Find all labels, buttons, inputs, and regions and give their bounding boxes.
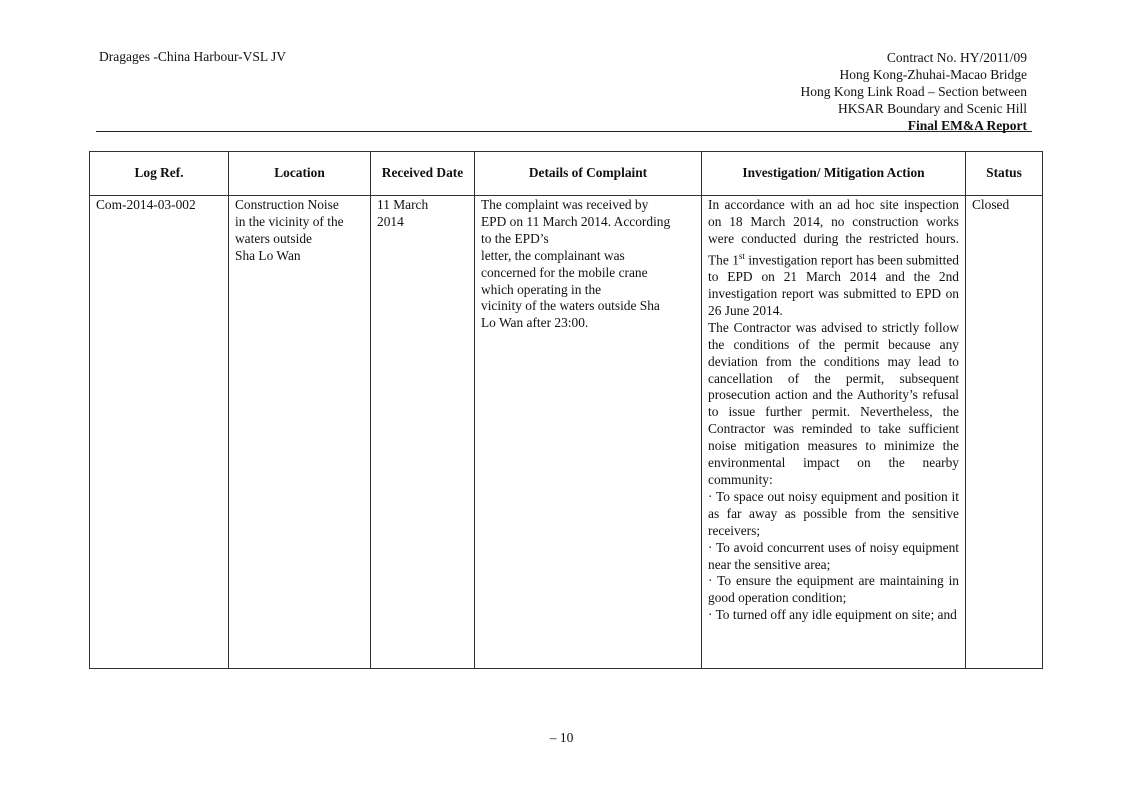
details-line: to the EPD’s (481, 230, 549, 246)
mitigation-bullet: · To turned off any idle equipment on site; and (708, 607, 957, 623)
page-number: – 10 (549, 730, 574, 745)
details-cell (475, 196, 702, 669)
details-line: EPD on 11 March 2014. According (481, 213, 671, 229)
mitigation-bullet: · To avoid concurrent uses of noisy equipment near the sensitive area; (708, 539, 959, 572)
table-header-row (90, 152, 1043, 196)
location-cell (229, 196, 371, 669)
project-section-boundary: HKSAR Boundary and Scenic Hill (838, 101, 1027, 116)
project-section: Hong Kong Link Road – Section between (800, 84, 1027, 99)
details-line: which operating in the (481, 281, 602, 297)
status-cell: Closed (966, 196, 1043, 669)
mitigation-bullet: · To space out noisy equipment and position it as far away as possible from the sensitive receivers; (708, 488, 959, 538)
column-header-received-date: Received Date (371, 152, 475, 196)
project-name: Hong Kong-Zhuhai-Macao Bridge (839, 67, 1027, 82)
details-line: Lo Wan after 23:00. (481, 315, 589, 331)
details-line: letter, the complainant was (481, 247, 625, 263)
investigation-text: In accordance with an ad hoc site inspection on 18 March 2014, no construction works were conducted during the restricted hours. The 1 (708, 197, 959, 268)
location-line: Sha Lo Wan (235, 247, 301, 263)
mitigation-paragraph: The Contractor was advised to strictly follow the conditions of the permit because any deviation from the conditions may lead to cancellation of the permit, subsequent prosecution action and the Authority’s refusal to issue further permit. Nevertheless, the Contractor was reminded to take sufficient noise mitigation measures to minimize the environmental impact on the nearby community: (708, 319, 959, 487)
report-title: Final EM&A Report (907, 118, 1027, 133)
complaint-log-table (89, 151, 1043, 669)
location-line: in the vicinity of the (235, 213, 344, 229)
column-header-log-ref: Log Ref. (90, 152, 229, 196)
contractor-name: Dragages -China Harbour-VSL JV (99, 49, 287, 64)
header-divider (96, 131, 1032, 132)
location-line: waters outside (235, 230, 312, 246)
report-header (801, 49, 1027, 134)
mitigation-bullet: · To ensure the equipment are maintaining in good operation condition; (708, 573, 959, 606)
details-line: vicinity of the waters outside Sha (481, 298, 660, 314)
log-ref-cell: Com-2014-03-002 (90, 196, 229, 669)
received-date-cell (371, 196, 475, 669)
details-line: The complaint was received by (481, 197, 649, 212)
investigation-text: investigation report has been submitted to EPD on 21 March 2014 and the 2nd investigation report was submitted to EPD on 26 June 2014. (708, 252, 959, 318)
table-row (90, 196, 1043, 669)
investigation-cell (702, 196, 966, 669)
ordinal-suffix: st (738, 250, 745, 261)
column-header-location: Location (229, 152, 371, 196)
location-line: Construction Noise (235, 197, 339, 212)
column-header-details: Details of Complaint (475, 152, 702, 196)
contract-number: Contract No. HY/2011/09 (886, 50, 1027, 65)
investigation-paragraph (708, 197, 959, 320)
column-header-status: Status (966, 152, 1043, 196)
date-line: 2014 (377, 213, 404, 229)
details-line: concerned for the mobile crane (481, 264, 648, 280)
date-line: 11 March (377, 197, 429, 212)
column-header-investigation: Investigation/ Mitigation Action (702, 152, 966, 196)
